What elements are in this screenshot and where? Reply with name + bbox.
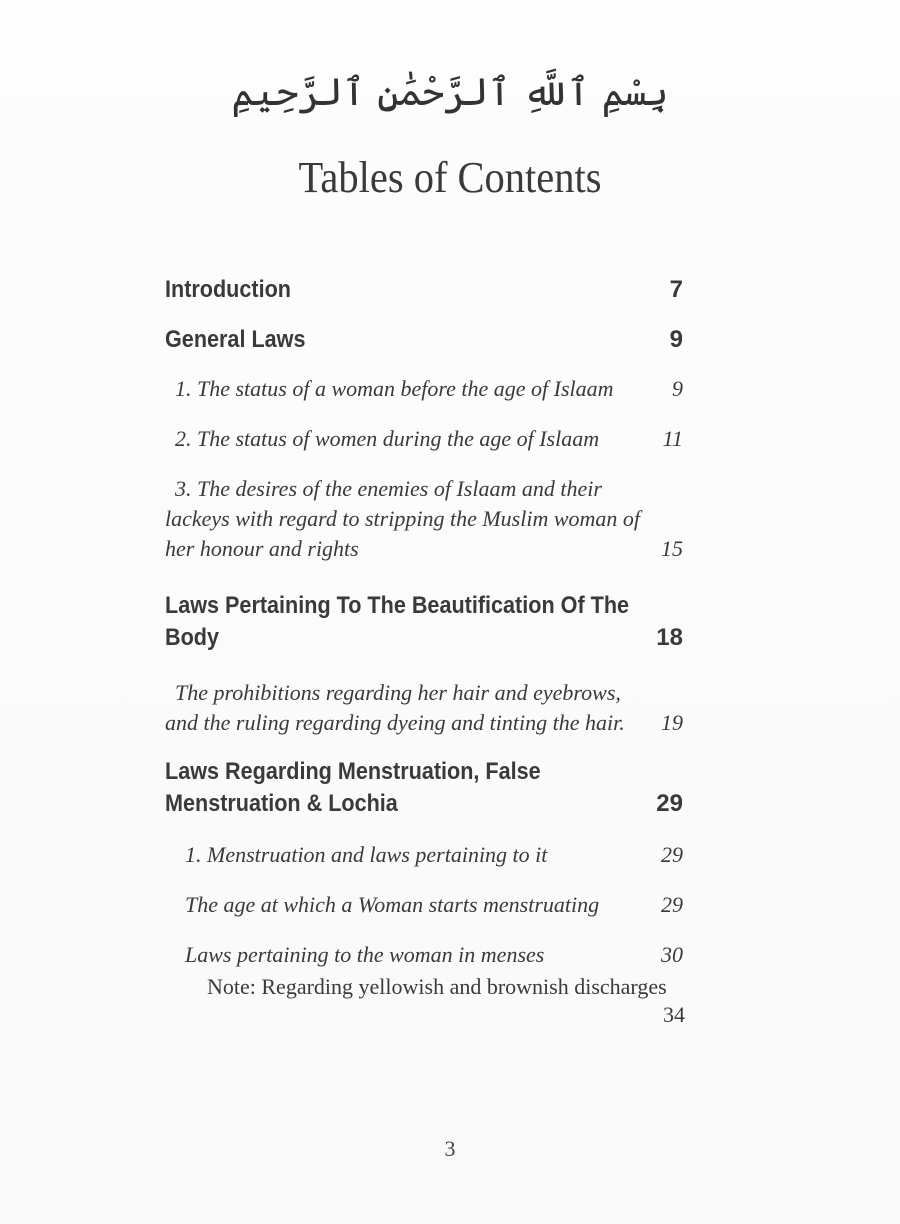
toc-heading-line: Body (165, 624, 219, 651)
toc-page-number: 29 (661, 842, 683, 867)
page-number: 3 (444, 1136, 456, 1161)
toc-entry-beautification (165, 592, 683, 652)
toc-entry-introduction (165, 276, 683, 304)
toc-heading-line: Menstruation & Lochia (165, 790, 398, 817)
bismillah-calligraphy: بِسْمِ ٱللَّهِ ٱلرَّحْمَٰنِ ٱلرَّحِيمِ (231, 70, 669, 114)
toc-page-number: 9 (672, 376, 683, 401)
toc-subentry-label: 1. Menstruation and laws pertaining to it (185, 842, 548, 867)
toc-subentry-multiline (165, 680, 683, 736)
page-title: Tables of Contents (298, 153, 602, 202)
toc-subentry-label: 1. The status of a woman before the age of Islaam (175, 376, 614, 401)
toc-subentry-line: lackeys with regard to stripping the Muslim woman of (165, 506, 641, 531)
toc-subentry (175, 376, 683, 402)
toc-entry-general-laws (165, 326, 683, 354)
toc-heading: General Laws (165, 326, 306, 353)
toc-note-entry (207, 974, 685, 1028)
toc-subentry-label: Laws pertaining to the woman in menses (185, 942, 545, 967)
toc-page-number: 7 (669, 276, 683, 303)
toc-page-number: 18 (656, 624, 683, 651)
toc-subentry-label: 2. The status of women during the age of Islaam (175, 426, 600, 451)
toc-subentry-label: The age at which a Woman starts menstruating (185, 892, 600, 917)
toc-subentry-multiline (165, 476, 683, 562)
toc-page-number: 34 (663, 1002, 685, 1027)
toc-page-number: 29 (661, 892, 683, 917)
toc-page-number: 15 (661, 536, 683, 561)
toc-page-number: 30 (661, 942, 683, 967)
toc-subentry-line: and the ruling regarding dyeing and tinting the hair. (165, 710, 625, 735)
toc-page-number: 9 (669, 326, 683, 353)
toc-subentry (185, 842, 683, 868)
toc-note-label: Note: Regarding yellowish and brownish discharges (207, 974, 667, 999)
toc-page-number: 29 (656, 790, 683, 817)
toc-page-number: 11 (662, 426, 683, 451)
toc-subentry-line: 3. The desires of the enemies of Islaam and their (175, 476, 602, 501)
toc-heading-line: Laws Regarding Menstruation, False (165, 758, 541, 785)
toc-page-number: 19 (661, 710, 683, 735)
toc-subentry (185, 942, 683, 968)
toc-entry-menstruation (165, 758, 683, 818)
toc-heading: Introduction (165, 276, 291, 303)
toc-subentry-line: her honour and rights (165, 536, 359, 561)
toc-subentry-line: The prohibitions regarding her hair and eyebrows, (175, 680, 621, 705)
toc-subentry (185, 892, 683, 918)
toc-subentry (175, 426, 683, 452)
toc-heading-line: Laws Pertaining To The Beautification Of The (165, 592, 630, 619)
